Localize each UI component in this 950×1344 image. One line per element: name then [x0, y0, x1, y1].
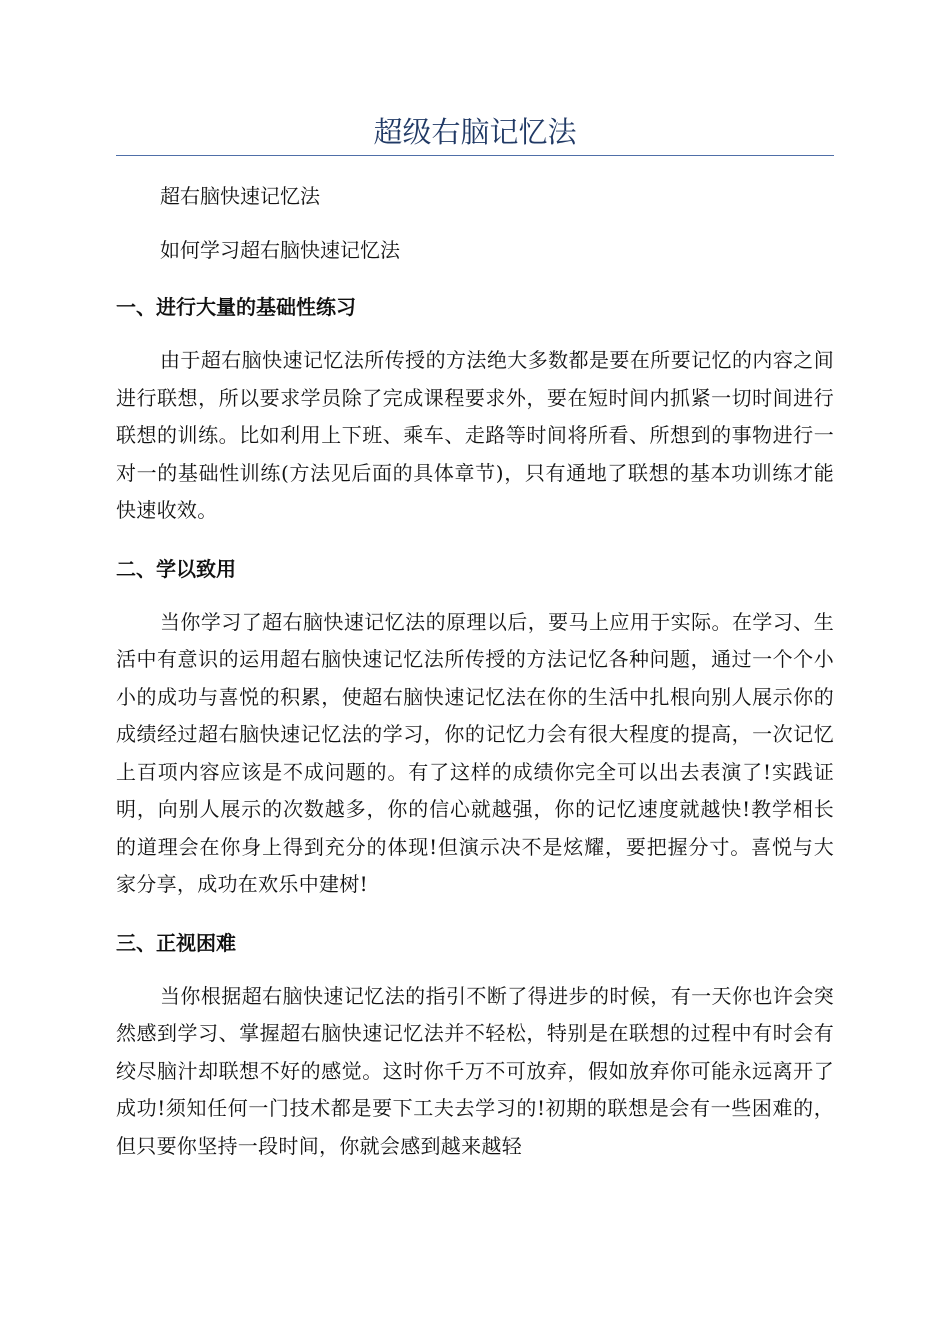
section-paragraph-1: 由于超右脑快速记忆法所传授的方法绝大多数都是要在所要记忆的内容之间进行联想，所以要求学员除了完成课程要求外，要在短时间内抓紧一切时间进行联想的训练。比如利用上下班、乘车、走路等时间将所看、所想到的事物进行一对一的基础性训练(方法见后面的具体章节)，只有通地了联想的基本功训练才能快速收效。 [116, 348, 834, 522]
subtitle-line-2: 如何学习超右脑快速记忆法 [160, 238, 400, 262]
document-page [116, 110, 834, 1165]
section-heading-1: 一、进行大量的基础性练习 [116, 295, 356, 319]
title-underline [116, 155, 834, 156]
section-paragraph-2: 当你学习了超右脑快速记忆法的原理以后，要马上应用于实际。在学习、生活中有意识的运用超右脑快速记忆法所传授的方法记忆各种问题，通过一个个小小的成功与喜悦的积累，使超右脑快速记忆法在你的生活中扎根向别人展示你的成绩经过超右脑快速记忆法的学习，你的记忆力会有很大程度的提高，一次记忆上百项内容应该是不成问题的。有了这样的成绩你完全可以出去表演了!实践证明，向别人展示的次数越多，你的信心就越强，你的记忆速度就越快!教学相长的道理会在你身上得到充分的体现!但演示决不是炫耀，要把握分寸。喜悦与大家分享，成功在欢乐中建树! [116, 609, 834, 896]
section-heading-3: 三、正视困难 [116, 930, 236, 955]
subtitle-line-1: 超右脑快速记忆法 [160, 184, 320, 208]
document-title: 超级右脑记忆法 [373, 115, 577, 149]
section-heading-2: 二、学以致用 [116, 556, 236, 581]
section-paragraph-3: 当你根据超右脑快速记忆法的指引不断了得进步的时候，有一天你也许会突然感到学习、掌握超右脑快速记忆法并不轻松，特别是在联想的过程中有时会有绞尽脑汁却联想不好的感觉。这时你千万不可放弃，假如放弃你可能永远离开了成功!须知任何一门技术都是要下工夫去学习的!初期的联想是会有一些困难的，但只要你坚持一段时间，你就会感到越来越轻 [116, 983, 834, 1158]
